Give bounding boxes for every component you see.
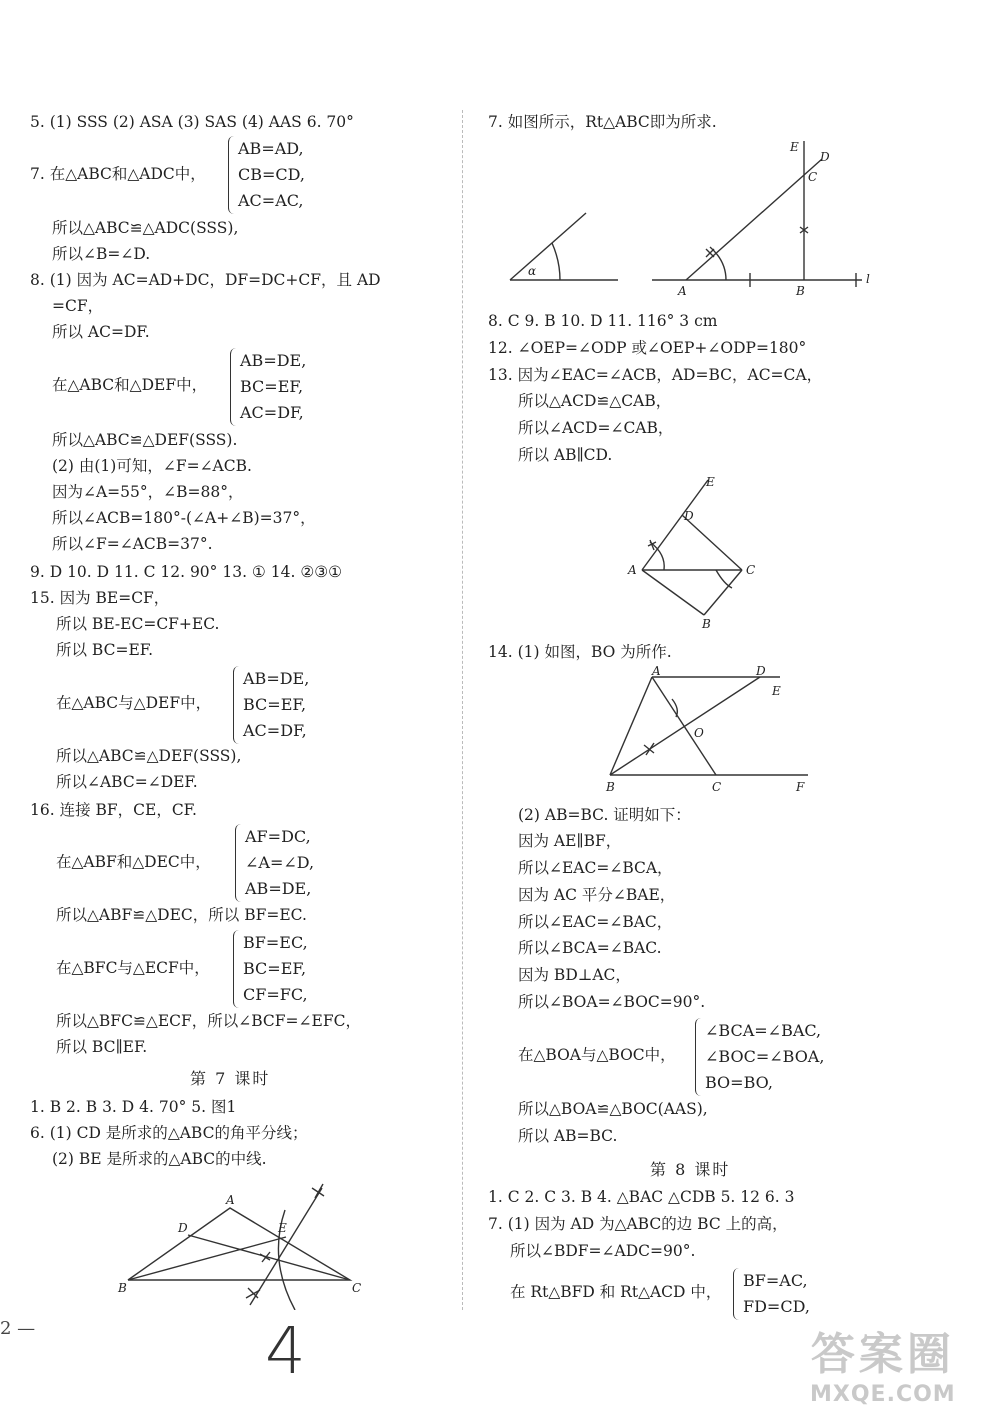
section-heading: 第 7 课时 <box>190 1069 271 1088</box>
brace-row: AC=AC, <box>238 191 304 210</box>
segment-ab <box>610 677 652 775</box>
figure-label: C <box>352 1281 362 1295</box>
watermark-url: MXQE.COM <box>810 1382 956 1407</box>
answer-line: 所以∠ACD=∠CAB， <box>518 419 674 437</box>
answer-line: 所以 BC=EF. <box>56 641 154 659</box>
section-heading: 第 8 课时 <box>650 1160 731 1179</box>
brace-mark <box>233 930 242 1008</box>
figure-label: B <box>796 284 805 298</box>
quadrilateral-figure <box>620 470 770 632</box>
figure-label: E <box>772 684 781 698</box>
brace-mark <box>695 1018 704 1096</box>
answer-line: 因为∠A=55°，∠B=88°， <box>52 483 244 501</box>
answer-line: 所以 BC∥EF. <box>56 1038 148 1056</box>
brace-row: ∠A=∠D, <box>245 853 315 872</box>
answer-line: 所以∠BOA=∠BOC=90°. <box>518 993 706 1011</box>
answer-line: 所以∠B=∠D. <box>52 245 151 263</box>
side-ab <box>642 570 704 615</box>
figure-label: B <box>606 780 615 794</box>
answer-line: 因为 BD⊥AC， <box>518 966 631 984</box>
figure-label: C <box>746 563 756 577</box>
answer-line: 所以 AB=BC. <box>518 1127 618 1145</box>
answer-line: 7. 如图所示，Rt△ABC即为所求. <box>488 113 717 131</box>
answer-line: 在△BOA与△BOC中， <box>518 1046 676 1064</box>
brace-mark <box>230 348 239 426</box>
answer-line: 15. 因为 BE=CF， <box>30 589 170 607</box>
brace-mark <box>233 666 242 744</box>
arc-mark <box>648 540 656 550</box>
answer-line: 在△ABC和△DEF中， <box>52 376 208 394</box>
column-divider <box>462 110 463 1310</box>
answer-line: 所以△ABC≌△DEF(SSS), <box>56 747 242 765</box>
figure-label: A <box>628 563 637 577</box>
ray-ae <box>642 480 708 570</box>
answer-line: 所以∠BDF=∠ADC=90°. <box>510 1242 696 1260</box>
arc-mark <box>644 743 654 755</box>
answer-line: =CF， <box>52 297 104 315</box>
angle-arc <box>552 243 560 280</box>
answer-line: 6. (1) CD 是所求的△ABC的角平分线； <box>30 1124 308 1142</box>
answer-line: 所以∠F=∠ACB=37°. <box>52 535 213 553</box>
answer-line: 在△BFC与△ECF中， <box>56 959 210 977</box>
answer-line: (2) AB=BC. 证明如下： <box>518 806 691 824</box>
brace-row: AB=DE, <box>240 351 307 370</box>
angle-label: α <box>528 264 537 278</box>
brace-row: CB=CD, <box>238 165 305 184</box>
watermark-logo: 答案圈 <box>810 1329 955 1380</box>
arc-mark <box>706 249 714 257</box>
answer-line: 所以△ABC≌△ADC(SSS), <box>52 219 239 237</box>
answer-line: 所以 AB∥CD. <box>518 446 613 464</box>
brace-row: AB=DE, <box>243 669 310 688</box>
figure-label: C <box>712 780 722 794</box>
figure-label: A <box>652 665 661 678</box>
answer-line: 5. (1) SSS (2) ASA (3) SAS (4) AAS 6. 70° <box>30 113 354 131</box>
answer-line: 在 Rt△BFD 和 Rt△ACD 中， <box>510 1283 722 1301</box>
answer-line: 1. C 2. C 3. B 4. △BAC △CDB 5. 12 6. 3 <box>488 1188 795 1206</box>
segment-be <box>128 1237 286 1280</box>
brace-row: ∠BOC=∠BOA, <box>705 1047 825 1066</box>
figure-label: A <box>678 284 687 298</box>
answer-line: (2) BE 是所求的△ABC的中线. <box>52 1150 267 1168</box>
figure-label: B <box>118 1281 127 1295</box>
answer-line: 在△ABC与△DEF中， <box>56 694 212 712</box>
brace-row: ∠BCA=∠BAC, <box>705 1021 822 1040</box>
figure-label: D <box>820 150 830 164</box>
answer-line: 所以△ACD≌△CAB， <box>518 392 672 410</box>
side-dc <box>682 515 742 570</box>
brace-row: BO=BO, <box>705 1073 773 1092</box>
answer-line: 12. ∠OEP=∠ODP 或∠OEP+∠ODP=180° <box>488 339 807 357</box>
brace-row: AB=DE, <box>245 879 312 898</box>
figure-label: D <box>756 665 766 678</box>
answer-line: 7. 在△ABC和△ADC中， <box>30 165 206 183</box>
answer-line: 所以 BE-EC=CF+EC. <box>56 615 220 633</box>
brace-mark <box>228 136 237 214</box>
brace-row: AB=AD, <box>238 139 304 158</box>
answer-line: 16. 连接 BF，CE，CF. <box>30 801 197 819</box>
answer-line: (2) 由(1)可知，∠F=∠ACB. <box>52 457 252 475</box>
brace-row: BC=EF, <box>240 377 304 396</box>
answer-line: 所以 AC=DF. <box>52 323 150 341</box>
brace-row: BF=EC, <box>243 933 308 952</box>
construction-line <box>250 1188 322 1305</box>
answer-line: 8. C 9. B 10. D 11. 116° 3 cm <box>488 312 718 330</box>
angle-ray-slant <box>510 213 586 280</box>
brace-row: AC=DF, <box>243 721 307 740</box>
right-triangle-figure <box>500 135 890 305</box>
figure-label: F <box>796 780 805 794</box>
brace-row: BC=EF, <box>243 959 307 978</box>
answer-line: 所以∠BCA=∠BAC. <box>518 939 662 957</box>
figure-label: l <box>866 272 870 286</box>
triangle-abc <box>128 1208 350 1280</box>
arc-mark <box>312 1184 324 1198</box>
answer-line: 8. (1) 因为 AC=AD+DC，DF=DC+CF，且 AD <box>30 271 381 289</box>
page-side-mark: 2 — <box>0 1318 36 1339</box>
hypotenuse <box>686 159 822 280</box>
figure-label: E <box>706 475 715 489</box>
brace-row: BF=AC, <box>743 1271 808 1290</box>
answer-line: 所以∠EAC=∠BAC， <box>518 913 673 931</box>
answer-line: 在△ABF和△DEC中， <box>56 853 211 871</box>
answer-line: 13. 因为∠EAC=∠ACB，AD=BC，AC=CA， <box>488 366 823 384</box>
segment-bd <box>610 677 760 775</box>
answer-line: 所以△ABC≌△DEF(SSS). <box>52 431 238 449</box>
answer-line: 所以∠ABC=∠DEF. <box>56 773 198 791</box>
answer-line: 因为 AE∥BF， <box>518 832 622 850</box>
answer-line: 9. D 10. D 11. C 12. 90° 13. ① 14. ②③① <box>30 563 343 581</box>
figure-label: C <box>808 170 818 184</box>
page-number: 4 <box>265 1315 306 1389</box>
answer-line: 因为 AC 平分∠BAE， <box>518 886 676 904</box>
figure-label: E <box>790 140 799 154</box>
brace-row: FD=CD, <box>743 1297 810 1316</box>
watermark <box>810 1318 956 1407</box>
brace-mark <box>235 824 244 902</box>
figure-label: O <box>694 726 704 740</box>
figure-label: B <box>702 617 711 631</box>
figure-label: D <box>178 1221 188 1235</box>
triangle-figure-6 <box>110 1170 380 1310</box>
brace-row: BC=EF, <box>243 695 307 714</box>
answer-line: 7. (1) 因为 AD 为△ABC的边 BC 上的高， <box>488 1215 788 1233</box>
figure-label: A <box>226 1193 235 1207</box>
answer-line: 所以∠ACB=180°-(∠A+∠B)=37°， <box>52 509 316 527</box>
answer-line: 所以△BFC≌△ECF，所以∠BCF=∠EFC， <box>56 1012 361 1030</box>
answer-line: 所以△BOA≌△BOC(AAS), <box>518 1100 708 1118</box>
answer-line: 所以△ABF≌△DEC，所以 BF=EC. <box>56 906 307 924</box>
brace-row: CF=FC, <box>243 985 308 1004</box>
side-bc <box>704 570 742 615</box>
parallel-lines-figure <box>600 665 815 795</box>
answer-line: 1. B 2. B 3. D 4. 70° 5. 图1 <box>30 1098 237 1116</box>
brace-mark <box>733 1268 742 1320</box>
answer-line: 所以∠EAC=∠BCA， <box>518 859 673 877</box>
brace-row: AC=DF, <box>240 403 304 422</box>
figure-label: E <box>278 1221 287 1235</box>
brace-row: AF=DC, <box>245 827 311 846</box>
answer-line: 14. (1) 如图，BO 为所作. <box>488 643 672 661</box>
figure-label: D <box>684 509 694 523</box>
